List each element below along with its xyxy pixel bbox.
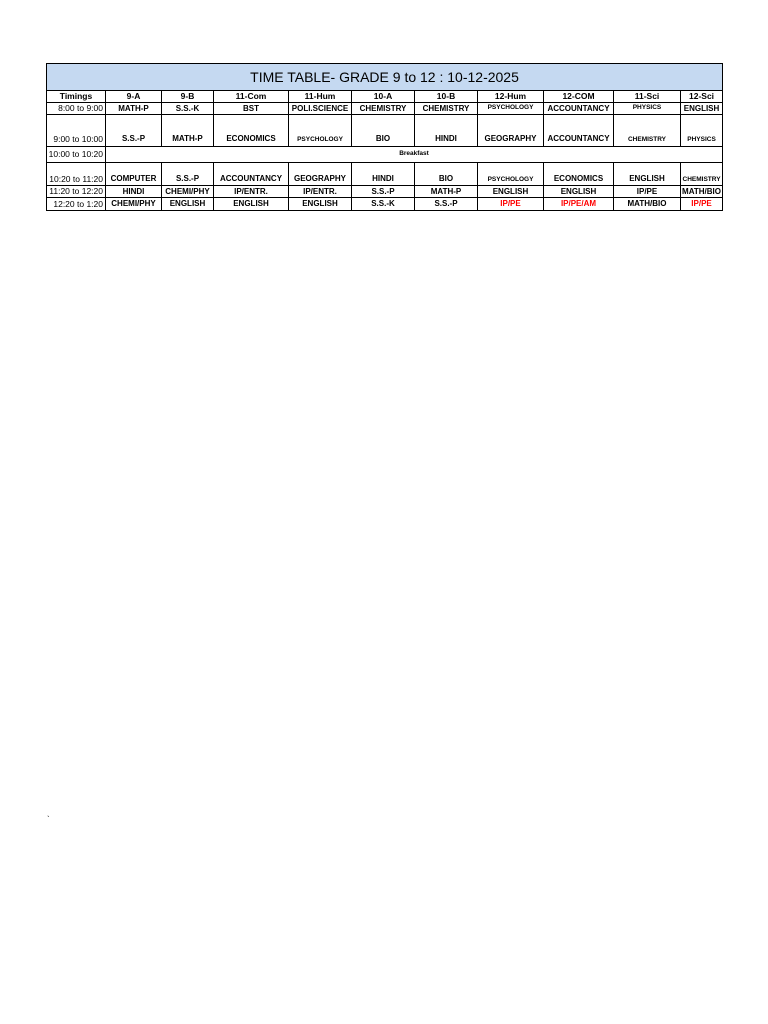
header-cell: 11-Sci — [614, 91, 681, 103]
time-cell: 10:20 to 11:20 — [47, 163, 106, 186]
subject-cell: POLI.SCIENCE — [289, 103, 352, 115]
subject-cell: PSYCHOLOGY — [478, 103, 544, 115]
header-cell: 12-Sci — [681, 91, 723, 103]
subject-cell: HINDI — [415, 115, 478, 147]
subject-cell: CHEMISTRY — [614, 115, 681, 147]
header-cell: 9-B — [162, 91, 214, 103]
subject-cell: IP/PE — [614, 186, 681, 198]
header-cell: 12-Hum — [478, 91, 544, 103]
subject-cell: BIO — [352, 115, 415, 147]
subject-cell: IP/PE — [681, 198, 723, 211]
header-cell: 9-A — [106, 91, 162, 103]
header-cell: Timings — [47, 91, 106, 103]
subject-cell: MATH-P — [415, 186, 478, 198]
subject-cell: ACCOUNTANCY — [214, 163, 289, 186]
header-cell: 10-A — [352, 91, 415, 103]
timetable — [46, 63, 723, 211]
subject-cell: ENGLISH — [544, 186, 614, 198]
subject-cell: ACCOUNTANCY — [544, 103, 614, 115]
subject-cell: GEOGRAPHY — [478, 115, 544, 147]
subject-cell: ENGLISH — [289, 198, 352, 211]
subject-cell: S.S.-P — [352, 186, 415, 198]
subject-cell: S.S.-P — [162, 163, 214, 186]
subject-cell: IP/PE — [478, 198, 544, 211]
subject-cell: COMPUTER — [106, 163, 162, 186]
subject-cell: ENGLISH — [614, 163, 681, 186]
subject-cell: HINDI — [352, 163, 415, 186]
subject-cell: ENGLISH — [681, 103, 723, 115]
subject-cell: S.S.-K — [162, 103, 214, 115]
subject-cell: BIO — [415, 163, 478, 186]
subject-cell: BST — [214, 103, 289, 115]
period-row — [47, 115, 723, 147]
subject-cell: ECONOMICS — [544, 163, 614, 186]
subject-cell: CHEMI/PHY — [162, 186, 214, 198]
subject-cell: S.S.-P — [106, 115, 162, 147]
header-cell: 11-Com — [214, 91, 289, 103]
subject-cell: CHEMISTRY — [415, 103, 478, 115]
subject-cell: PSYCHOLOGY — [478, 163, 544, 186]
subject-cell: PHYSICS — [614, 103, 681, 115]
subject-cell: ENGLISH — [162, 198, 214, 211]
time-cell: 11:20 to 12:20 — [47, 186, 106, 198]
subject-cell: MATH/BIO — [682, 186, 721, 196]
time-cell: 9:00 to 10:00 — [47, 115, 106, 147]
header-cell: 12-COM — [544, 91, 614, 103]
break-row — [47, 147, 723, 163]
time-cell: 8:00 to 9:00 — [47, 103, 106, 115]
period-row — [47, 103, 723, 115]
subject-cell: GEOGRAPHY — [289, 163, 352, 186]
period-row — [47, 163, 723, 186]
subject-cell: CHEMISTRY — [681, 163, 723, 186]
header-cell: 11-Hum — [289, 91, 352, 103]
subject-cell: ECONOMICS — [214, 115, 289, 147]
timetable-title: TIME TABLE- GRADE 9 to 12 : 10-12-2025 — [47, 64, 723, 91]
subject-cell: PSYCHOLOGY — [289, 115, 352, 147]
subject-cell: ENGLISH — [478, 186, 544, 198]
stray-mark: ` — [47, 815, 50, 824]
subject-cell: ACCOUNTANCY — [544, 115, 614, 147]
subject-cell: S.S.-K — [352, 198, 415, 211]
subject-cell: CHEMI/PHY — [106, 198, 162, 211]
period-row — [47, 198, 723, 211]
time-cell: 10:00 to 10:20 — [47, 147, 106, 163]
time-cell: 12:20 to 1:20 — [47, 198, 106, 211]
subject-cell: HINDI — [106, 186, 162, 198]
break-cell: Breakfast — [106, 147, 723, 163]
subject-cell: S.S.-P — [415, 198, 478, 211]
subject-cell: CHEMISTRY — [352, 103, 415, 115]
period-row — [47, 186, 723, 198]
subject-cell: MATH-P — [162, 115, 214, 147]
subject-cell: IP/PE/AM — [544, 198, 614, 211]
subject-cell: IP/ENTR. — [214, 186, 289, 198]
subject-cell: MATH-P — [106, 103, 162, 115]
subject-cell: ENGLISH — [214, 198, 289, 211]
subject-cell: MATH/BIO — [614, 198, 681, 211]
header-cell: 10-B — [415, 91, 478, 103]
subject-cell: IP/ENTR. — [289, 186, 352, 198]
subject-cell: PHYSICS — [681, 115, 723, 147]
